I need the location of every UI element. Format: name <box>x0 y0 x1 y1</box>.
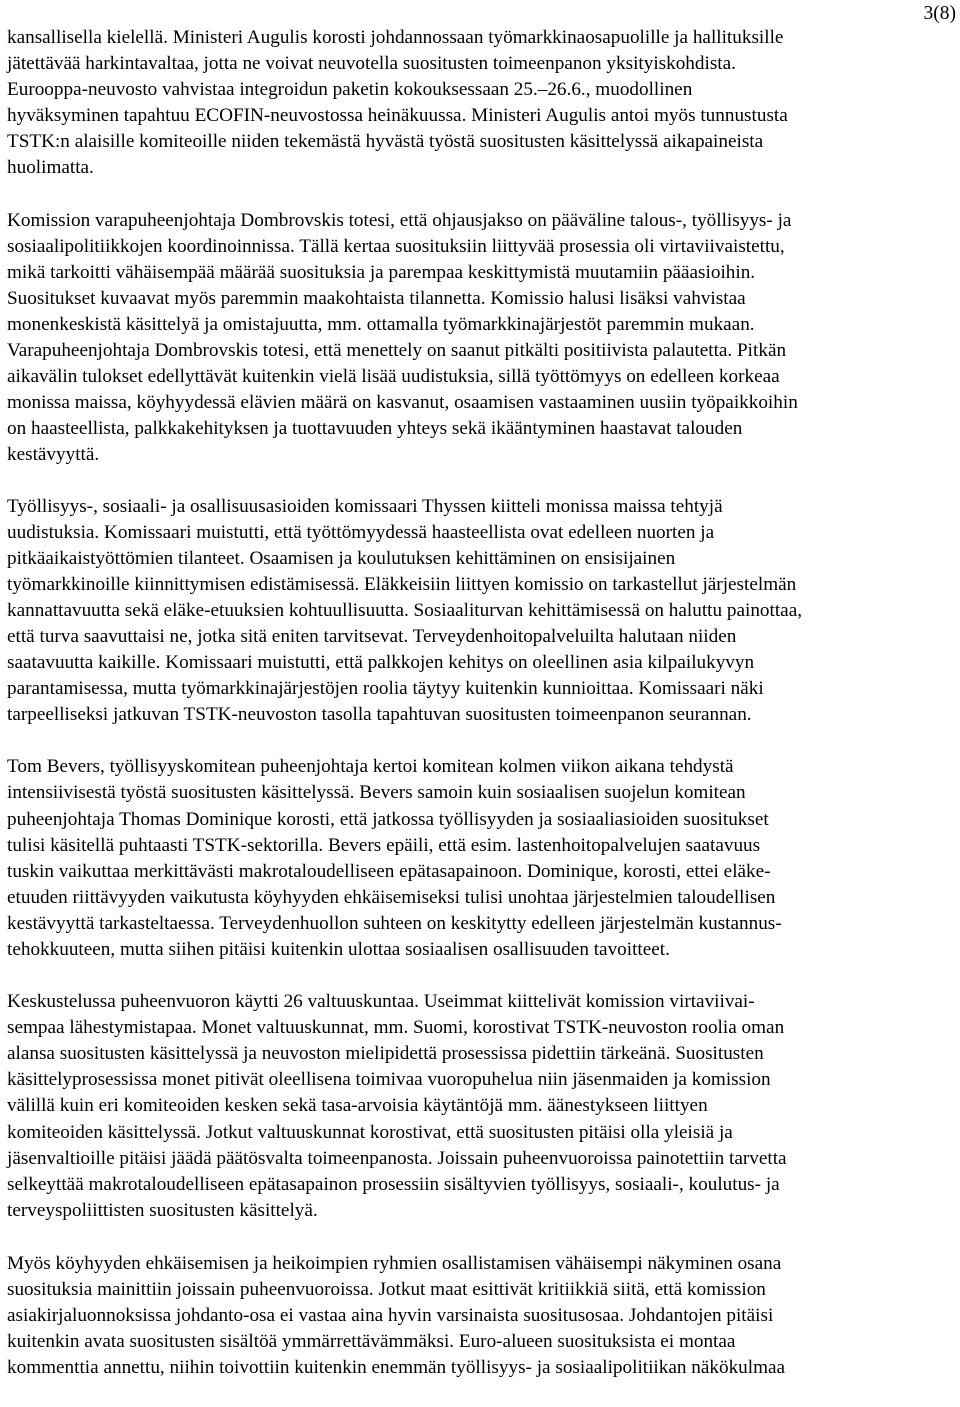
text-line: kestävyyttä tarkasteltaessa. Terveydenhuollon suhteen on keskitytty edelleen järjestelmän kustannus- <box>7 912 782 934</box>
text-line: Tom Bevers, työllisyyskomitean puheenjohtaja kertoi komitean kolmen viikon aikana tehdystä <box>7 756 734 778</box>
text-line: terveyspoliittisten suositusten käsittelyä. <box>7 1199 318 1221</box>
text-line: sempaa lähestymistapaa. Monet valtuuskunnat, mm. Suomi, korostivat TSTK-neuvoston roolia oman <box>7 1017 785 1039</box>
text-line: kuitenkin avata suositusten sisältöä ymmärrettävämmäksi. Euro-alueen suosituksista ei montaa <box>7 1331 736 1353</box>
text-line: etuuden riittävyyden vaikutusta köyhyyden ehkäisemiseksi tulisi unohtaa järjestelmien taloudellisen <box>7 886 776 908</box>
text-line: monenkeskistä käsittelyä ja omistajuutta, mm. ottamalla työmarkkinajärjestöt paremmin mukaan. <box>7 313 755 335</box>
text-line: uudistuksia. Komissaari muistutti, että työttömyydessä haasteellista ovat edelleen nuorten ja <box>7 521 715 543</box>
text-line: työmarkkinoille kiinnittymisen edistämisessä. Eläkkeisiin liittyen komissio on tarkastellut järjestelmän <box>7 573 797 595</box>
text-line: mikä tarkoitti vähäisempää määrää suosituksia ja parempaa keskittymistä muutamiin pääasioihin. <box>7 261 756 283</box>
text-line: tuskin vaikuttaa merkittävästi makrotaloudelliseen epätasapainoon. Dominique, korosti, ettei eläke- <box>7 860 771 882</box>
text-line: parantamisessa, mutta työmarkkinajärjestöjen roolia täytyy kuitenkin kunnioittaa. Komissaari näki <box>7 678 764 700</box>
paragraph-thyssen <box>7 494 953 729</box>
document-body <box>7 25 953 1381</box>
text-line: pitkäaikaistyöttömien tilanteet. Osaamisen ja koulutuksen kehittäminen on ensisijainen <box>7 547 676 569</box>
text-line: hyväksyminen tapahtuu ECOFIN-neuvostossa heinäkuussa. Ministeri Augulis antoi myös tunnustusta <box>7 105 788 127</box>
paragraph-augulis-intro <box>7 25 953 182</box>
text-line: että turva saavuttaisi ne, jotka sitä eniten tarvitsevat. Terveydenhoitopalveluilta halutaan niiden <box>7 625 737 647</box>
text-line: kommenttia annettu, niihin toivottiin kuitenkin enemmän työllisyys- ja sosiaalipolitiikan näkökulmaa <box>7 1357 786 1379</box>
text-line: jäsenvaltioille pitäisi jäädä päätösvalta toimeenpanosta. Joissain puheenvuoroissa painotettiin tarvetta <box>7 1147 787 1169</box>
text-line: sosiaalipolitiikkojen koordinoinnissa. Tällä kertaa suosituksiin liittyvää prosessia oli virtaviivaistettu, <box>7 235 785 257</box>
text-line: Eurooppa-neuvosto vahvistaa integroidun paketin kokouksessaan 25.–26.6., muodollinen <box>7 79 693 101</box>
text-line: käsittelyprosessissa monet pitivät oleellisena toimivaa vuoropuhelua niin jäsenmaiden ja komission <box>7 1069 771 1091</box>
page-number: 3(8) <box>923 3 956 24</box>
text-line: Keskustelussa puheenvuoron käytti 26 valtuuskuntaa. Useimmat kiittelivät komission virtaviivai- <box>7 991 755 1013</box>
text-line: asiakirjaluonnoksissa johdanto-osa ei vastaa aina hyvin varsinaista suositusosaa. Johdantojen pitäisi <box>7 1305 774 1327</box>
paragraph-poverty <box>7 1251 953 1381</box>
paragraph-discussion <box>7 989 953 1224</box>
text-line: suosituksia mainittiin joissain puheenvuoroissa. Jotkut maat esittivät kritiikkiä siitä, että komission <box>7 1279 766 1301</box>
text-line: kansallisella kielellä. Ministeri Augulis korosti johdannossaan työmarkkinaosapuolille ja hallituksille <box>7 27 784 48</box>
text-line: huolimatta. <box>7 157 94 179</box>
text-line: Komission varapuheenjohtaja Dombrovskis totesi, että ohjausjakso on pääväline talous-, työllisyys- ja <box>7 209 792 231</box>
text-line: alansa suositusten käsittelyssä ja neuvoston mielipidettä prosessissa pidettiin tärkeänä. Suositusten <box>7 1043 764 1065</box>
text-line: Työllisyys-, sosiaali- ja osallisuusasioiden komissaari Thyssen kiitteli monissa maissa tehtyjä <box>7 495 723 517</box>
text-line: tarpeelliseksi jatkuvan TSTK-neuvoston tasolla tapahtuvan suositusten toimeenpanon seurannan. <box>7 704 752 726</box>
text-line: Suositukset kuvaavat myös paremmin maakohtaista tilannetta. Komissio halusi lisäksi vahvistaa <box>7 287 746 309</box>
text-line: intensiivisestä työstä suositusten käsittelyssä. Bevers samoin kuin sosiaalisen suojelun komitean <box>7 782 746 804</box>
text-line: on haasteellista, palkkakehityksen ja tuottavuuden yhteys sekä ikääntyminen haastavat talouden <box>7 418 743 440</box>
text-line: aikavälin tulokset edellyttävät kuitenkin vielä lisää uudistuksia, sillä työttömyys on edelleen korkeaa <box>7 366 780 388</box>
text-line: saatavuutta kaikille. Komissaari muistutti, että palkkojen kehitys on oleellinen asia kilpailukyvyn <box>7 652 755 674</box>
text-line: jätettävää harkintavaltaa, jotta ne voivat neuvotella suositusten toimeenpanon yksityiskohdista. <box>7 53 736 75</box>
text-line: kannattavuutta sekä eläke-etuuksien kohtuullisuutta. Sosiaaliturvan kehittämisessä on haluttu painottaa, <box>7 599 803 621</box>
text-line: kestävyyttä. <box>7 444 100 466</box>
text-line: puheenjohtaja Thomas Dominique korosti, että jatkossa työllisyyden ja sosiaaliasioiden suositukset <box>7 808 769 830</box>
paragraph-dombrovskis <box>7 208 953 469</box>
text-line: tehokkuuteen, mutta siihen pitäisi kuitenkin ulottaa sosiaalisen osallisuuden tavoitteet. <box>7 939 670 960</box>
text-line: Varapuheenjohtaja Dombrovskis totesi, että menettely on saanut pitkälti positiivista palautetta. Pitkän <box>7 340 787 362</box>
text-line: tulisi käsitellä puhtaasti TSTK-sektorilla. Bevers epäili, että esim. lastenhoitopalvelujen saatavuus <box>7 834 761 856</box>
text-line: TSTK:n alaisille komiteoille niiden tekemästä hyvästä työstä suositusten käsittelyssä aikapaineista <box>7 131 764 153</box>
text-line: Myös köyhyyden ehkäisemisen ja heikoimpien ryhmien osallistamisen vähäisempi näkyminen osana <box>7 1252 782 1274</box>
text-line: välillä kuin eri komiteoiden kesken sekä tasa-arvoisia käytäntöjä mm. äänestykseen liittyen <box>7 1095 708 1117</box>
text-line: selkeyttää makrotaloudelliseen epätasapainon prosessiin sisältyvien työllisyys, sosiaali-, koulutus- ja <box>7 1173 780 1195</box>
paragraph-bevers <box>7 754 953 963</box>
text-line: monissa maissa, köyhyydessä elävien määrä on kasvanut, osaamisen vastaaminen uusiin työpaikkoihin <box>7 392 798 414</box>
text-line: komiteoiden käsittelyssä. Jotkut valtuuskunnat korostivat, että suositusten pitäisi olla yleisiä ja <box>7 1121 733 1143</box>
